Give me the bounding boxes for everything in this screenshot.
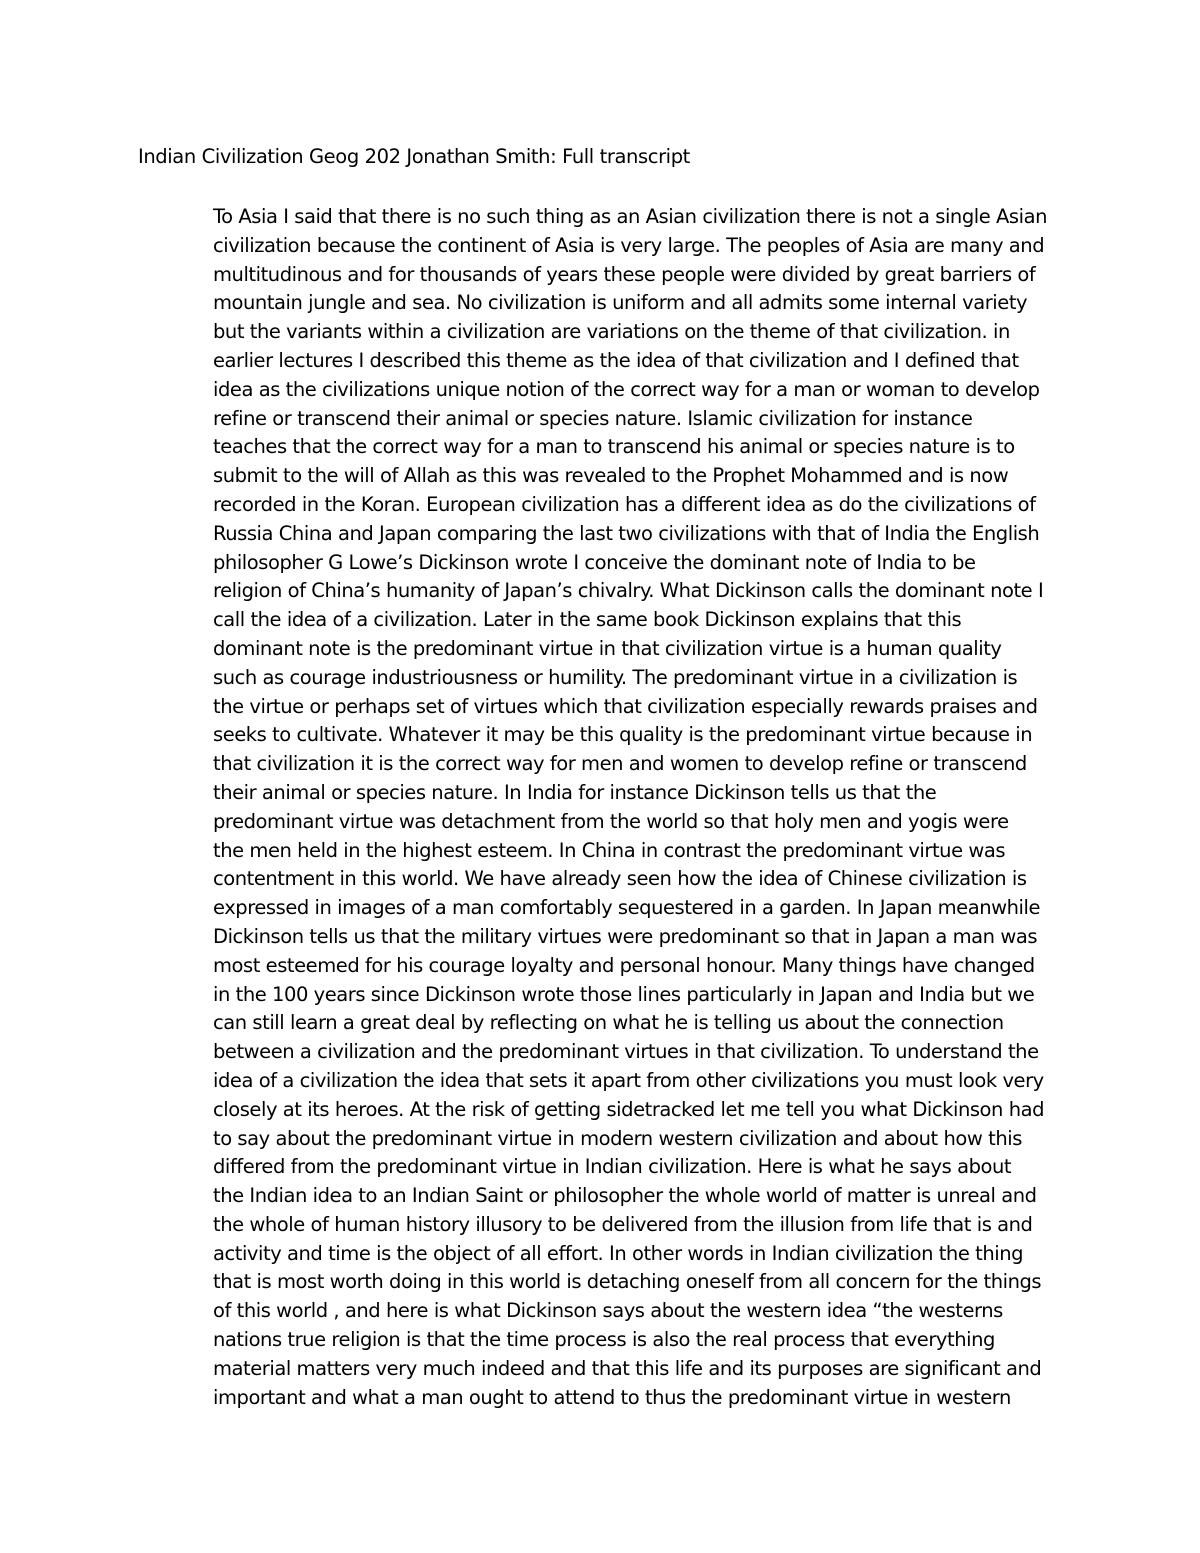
- text-line: seeks to cultivate. Whatever it may be this quality is the predominant virtue because in: [213, 723, 1033, 747]
- text-line: that civilization it is the correct way for men and women to develop refine or transcend: [213, 752, 1027, 776]
- text-line: submit to the will of Allah as this was revealed to the Prophet Mohammed and is now: [213, 464, 1009, 488]
- text-line: earlier lectures I described this theme as the idea of that civilization and I defined that: [213, 348, 1019, 372]
- text-line: of this world , and here is what Dickinson says about the western idea “the westerns: [213, 1299, 1003, 1323]
- text-line: between a civilization and the predominant virtues in that civilization. To understand the: [213, 1040, 1039, 1064]
- text-line: such as courage industriousness or humility. The predominant virtue in a civilization is: [213, 665, 1018, 689]
- text-line: expressed in images of a man comfortably sequestered in a garden. In Japan meanwhile: [213, 896, 1040, 920]
- document-title: Indian Civilization Geog 202 Jonathan Smith: Full transcript: [138, 145, 690, 168]
- text-line: multitudinous and for thousands of years these people were divided by great barriers of: [213, 262, 1036, 286]
- text-line: important and what a man ought to attend to thus the predominant virtue in western: [213, 1385, 1011, 1409]
- text-line: the men held in the highest esteem. In China in contrast the predominant virtue was: [213, 838, 1006, 862]
- text-line: Russia China and Japan comparing the last two civilizations with that of India the English: [213, 521, 1040, 545]
- text-line: activity and time is the object of all effort. In other words in Indian civilization the thing: [213, 1241, 1024, 1265]
- text-line: the Indian idea to an Indian Saint or philosopher the whole world of matter is unreal and: [213, 1184, 1037, 1208]
- text-line: nations true religion is that the time process is also the real process that everything: [213, 1328, 995, 1352]
- text-line: call the idea of a civilization. Later in the same book Dickinson explains that this: [213, 608, 962, 632]
- text-line: To Asia I said that there is no such thing as an Asian civilization there is not a single Asian: [213, 205, 1047, 228]
- text-line: Dickinson tells us that the military virtues were predominant so that in Japan a man was: [213, 924, 1038, 948]
- text-line: philosopher G Lowe’s Dickinson wrote I conceive the dominant note of India to be: [213, 550, 976, 574]
- text-line: teaches that the correct way for a man to transcend his animal or species nature is to: [213, 435, 1015, 459]
- text-line: mountain jungle and sea. No civilization is uniform and all admits some internal variety: [213, 291, 1028, 315]
- text-line: religion of China’s humanity of Japan’s chivalry. What Dickinson calls the dominant note I: [213, 579, 1044, 603]
- text-line: the whole of human history illusory to be delivered from the illusion from life that is and: [213, 1212, 1033, 1236]
- text-line: the virtue or perhaps set of virtues which that civilization especially rewards praises and: [213, 694, 1038, 718]
- transcript-body: [213, 203, 1083, 1412]
- text-line: that is most worth doing in this world is detaching oneself from all concern for the things: [213, 1270, 1042, 1294]
- text-line: refine or transcend their animal or species nature. Islamic civilization for instance: [213, 406, 973, 430]
- text-line: but the variants within a civilization are variations on the theme of that civilization. in: [213, 320, 1010, 344]
- text-line: to say about the predominant virtue in modern western civilization and about how this: [213, 1126, 1022, 1150]
- text-line: idea as the civilizations unique notion of the correct way for a man or woman to develop: [213, 377, 1040, 401]
- text-line: recorded in the Koran. European civilization has a different idea as do the civilizations of: [213, 492, 1036, 516]
- text-line: in the 100 years since Dickinson wrote those lines particularly in Japan and India but we: [213, 982, 1035, 1006]
- text-line: their animal or species nature. In India for instance Dickinson tells us that the: [213, 780, 937, 804]
- text-line: material matters very much indeed and that this life and its purposes are significant and: [213, 1356, 1042, 1380]
- text-line: differed from the predominant virtue in Indian civilization. Here is what he says about: [213, 1155, 1012, 1179]
- text-line: idea of a civilization the idea that sets it apart from other civilizations you must look very: [213, 1068, 1044, 1092]
- text-line: dominant note is the predominant virtue in that civilization virtue is a human quality: [213, 636, 1002, 660]
- text-line: most esteemed for his courage loyalty and personal honour. Many things have changed: [213, 953, 1035, 977]
- text-line: contentment in this world. We have already seen how the idea of Chinese civilization is: [213, 867, 1027, 891]
- text-line: civilization because the continent of Asia is very large. The peoples of Asia are many and: [213, 233, 1045, 257]
- text-line: closely at its heroes. At the risk of getting sidetracked let me tell you what Dickinson had: [213, 1097, 1045, 1121]
- text-line: predominant virtue was detachment from the world so that holy men and yogis were: [213, 809, 1009, 833]
- text-line: can still learn a great deal by reflecting on what he is telling us about the connection: [213, 1011, 1004, 1035]
